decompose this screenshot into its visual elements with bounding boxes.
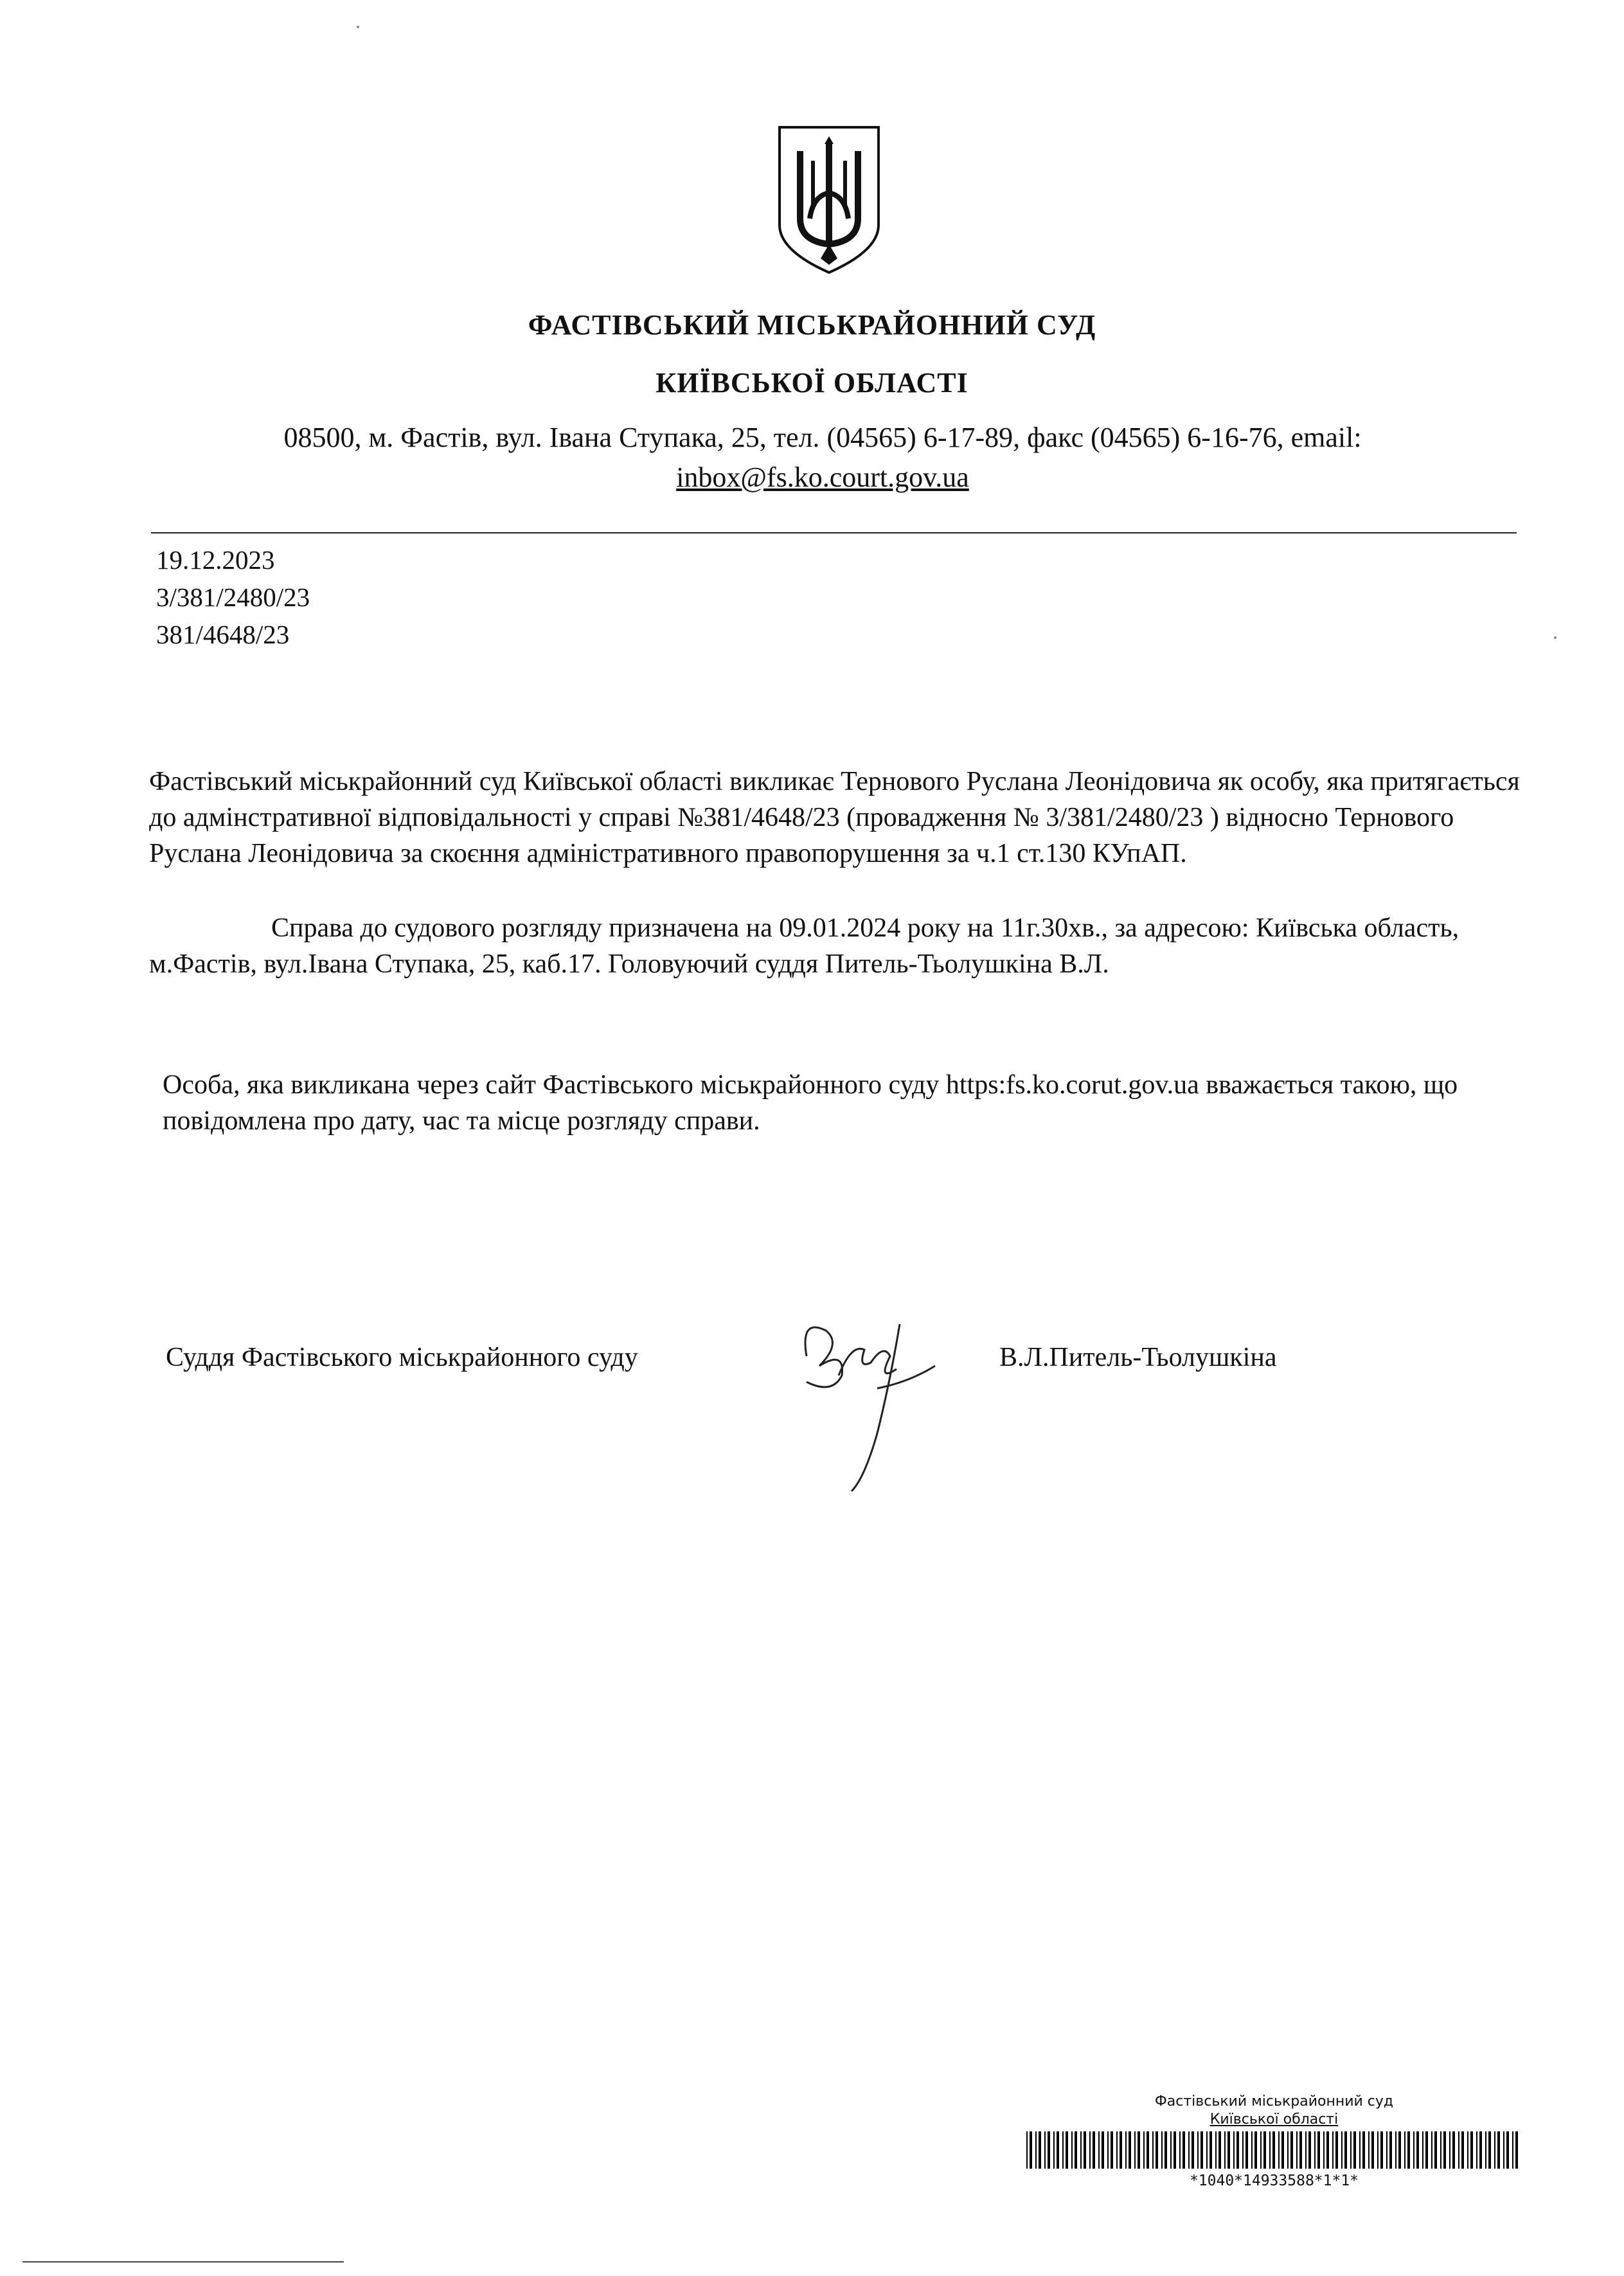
barcode-bar [1335,2131,1338,2169]
barcode-bar [1431,2131,1432,2169]
barcode-bar [1044,2131,1046,2169]
barcode-bar [1341,2131,1343,2169]
barcode-bar [1287,2131,1289,2169]
barcode-bar [1506,2131,1509,2169]
barcode-bar [1386,2131,1388,2169]
barcode-bar [1395,2131,1396,2169]
barcode-bar [1305,2131,1307,2169]
barcode-bar [1152,2131,1154,2169]
barcode-bar [1179,2131,1181,2169]
barcode-bar [1245,2131,1248,2169]
hearing-paragraph [149,910,1521,982]
barcode-bar [1053,2131,1055,2169]
barcode-bar [1251,2131,1253,2169]
barcode-bar [1488,2131,1491,2169]
barcode-bar [1224,2131,1226,2169]
barcode-bar [1434,2131,1437,2169]
barcode-bar [1215,2131,1217,2169]
barcode-bar [1254,2131,1257,2169]
barcode-bar [1281,2131,1284,2169]
barcode-bar [1326,2131,1329,2169]
barcode-bar [1479,2131,1482,2169]
barcode-icon [1025,2131,1523,2169]
barcode-bar [1134,2131,1136,2169]
barcode-bar [1404,2131,1405,2169]
barcode-bar [1362,2131,1365,2169]
email-link[interactable]: inbox@fs.ko.court.gov.ua [676,461,969,493]
barcode-bar [1227,2131,1230,2169]
barcode-bar [1359,2131,1361,2169]
barcode-bar [1156,2131,1158,2169]
barcode-bar [1296,2131,1298,2169]
barcode-bar [1269,2131,1271,2169]
notice-paragraph: Особа, яка викликана через сайт Фастівського міськрайонного суду https:fs.ko.corut.gov.ua вважається такою, що повідомлена про дату, час та місце розгляду справи. [163,1070,1458,1136]
barcode-bar [1107,2131,1109,2169]
barcode-bar [1098,2131,1100,2169]
barcode-bar [1476,2131,1477,2169]
barcode-bar [1425,2131,1428,2169]
barcode-bar [1290,2131,1293,2169]
barcode-bar [1026,2131,1028,2169]
barcode-bar [1048,2131,1050,2169]
barcode-bar [1062,2131,1064,2169]
barcode-bar [1317,2131,1320,2169]
signer-position: Суддя Фастівського міськрайонного суду [166,1343,638,1372]
scan-speck [357,26,359,28]
barcode-bar [1458,2131,1459,2169]
barcode-bar [1470,2131,1473,2169]
trident-coat-of-arms-icon [774,122,884,276]
barcode-bar [1147,2131,1149,2169]
barcode-bar [1066,2131,1068,2169]
barcode-bar [1233,2131,1235,2169]
barcode-bar [1368,2131,1370,2169]
barcode-bar [1398,2131,1401,2169]
handwritten-signature-icon [781,1305,948,1498]
barcode-bar [1170,2131,1172,2169]
barcode-bar [1182,2131,1185,2169]
registry-stamp [1025,2093,1523,2190]
barcode-bar [1120,2131,1122,2169]
barcode-bar [1206,2131,1208,2169]
barcode-bar [1443,2131,1446,2169]
court-name-line1: ФАСТІВСЬКИЙ МІСЬКРАЙОННИЙ СУД [528,309,1096,341]
barcode-bar [1197,2131,1199,2169]
barcode-bar [1416,2131,1419,2169]
barcode-bar [1308,2131,1311,2169]
barcode-bar [1138,2131,1140,2169]
barcode-bar [1422,2131,1423,2169]
barcode-bar [1191,2131,1194,2169]
barcode-bar [1089,2131,1091,2169]
stamp-line1: Фастівський міськрайонний суд [1154,2093,1394,2110]
scan-speck [1554,636,1557,639]
barcode-bar [1200,2131,1203,2169]
barcode-bar [1084,2131,1086,2169]
barcode-code: *1040*14933588*1*1* [1189,2173,1359,2189]
barcode-bar [1102,2131,1104,2169]
barcode-bar [1449,2131,1450,2169]
barcode-bar [1057,2131,1059,2169]
barcode-bar [1467,2131,1468,2169]
address-text: 08500, м. Фастів, вул. Івана Ступака, 25, тел. (04565) 6-17-89, факс (04565) 6-16-76, email: [283,422,1362,453]
barcode-bar [1380,2131,1383,2169]
header-divider [151,532,1517,533]
barcode-bar [1080,2131,1082,2169]
barcode-bar [1075,2131,1077,2169]
barcode-bar [1143,2131,1145,2169]
barcode-bar [1452,2131,1455,2169]
barcode-bar [1503,2131,1504,2169]
barcode-bar [1407,2131,1410,2169]
barcode-bar [1129,2131,1131,2169]
court-name-line2: КИЇВСЬКОЇ ОБЛАСТІ [656,367,968,399]
case-number: 381/4648/23 [156,620,290,649]
barcode-bar [1278,2131,1280,2169]
barcode-bar [1030,2131,1032,2169]
barcode-bar [1314,2131,1316,2169]
barcode-bar [1515,2131,1518,2169]
document-date: 19.12.2023 [156,545,275,575]
court-address [193,418,1452,497]
hearing-text: Справа до судового розгляду призначена на 09.01.2024 року на 11г.30хв., за адресою: Київська область, м.Фастів, вул.Івана Ступака, 25, каб.17. Головуючий суддя Питель-Тьолушкіна В.Л. [149,913,1459,979]
barcode-bar [1173,2131,1176,2169]
barcode-bar [1350,2131,1352,2169]
footer-divider [22,2261,344,2263]
barcode-bar [1461,2131,1464,2169]
barcode-bar [1512,2131,1513,2169]
barcode-bar [1272,2131,1275,2169]
barcode-bar [1260,2131,1262,2169]
barcode-bar [1125,2131,1127,2169]
barcode-bar [1111,2131,1113,2169]
barcode-bar [1440,2131,1441,2169]
proceeding-number: 3/381/2480/23 [156,582,310,612]
barcode-bar [1377,2131,1379,2169]
barcode-bar [1497,2131,1500,2169]
barcode-bar [1218,2131,1221,2169]
barcode-bar [1413,2131,1414,2169]
barcode-bar [1299,2131,1302,2169]
barcode-bar [1035,2131,1037,2169]
barcode-bar [1389,2131,1392,2169]
barcode-bar [1236,2131,1239,2169]
document-meta [156,541,310,653]
summons-paragraph: Фастівський міськрайонний суд Київської області викликає Тернового Руслана Леонідовича як особу, яка притягається до адмінстративної відповідальності у справі №381/4648/23 (провадження № 3/381/2480/23 ) відносно Тернового Руслана Леонідовича за скоєння адміністративного правопорушення за ч.1 ст.130 КУпАП. [149,767,1520,868]
barcode-bar [1188,2131,1190,2169]
barcode-bar [1071,2131,1073,2169]
barcode-bar [1344,2131,1347,2169]
barcode-bar [1485,2131,1486,2169]
barcode-bar [1093,2131,1095,2169]
stamp-line2: Київської області [1209,2111,1339,2128]
barcode-bar [1263,2131,1266,2169]
barcode-bar [1161,2131,1163,2169]
barcode-bar [1323,2131,1325,2169]
signer-name: В.Л.Питель-Тьолушкіна [999,1343,1277,1372]
barcode-bar [1116,2131,1118,2169]
barcode-bar [1209,2131,1212,2169]
barcode-bar [1242,2131,1244,2169]
barcode-bar [1353,2131,1356,2169]
barcode-bar [1371,2131,1374,2169]
barcode-bar [1494,2131,1495,2169]
barcode-bar [1332,2131,1334,2169]
barcode-bar [1039,2131,1041,2169]
barcode-bar [1164,2131,1167,2169]
